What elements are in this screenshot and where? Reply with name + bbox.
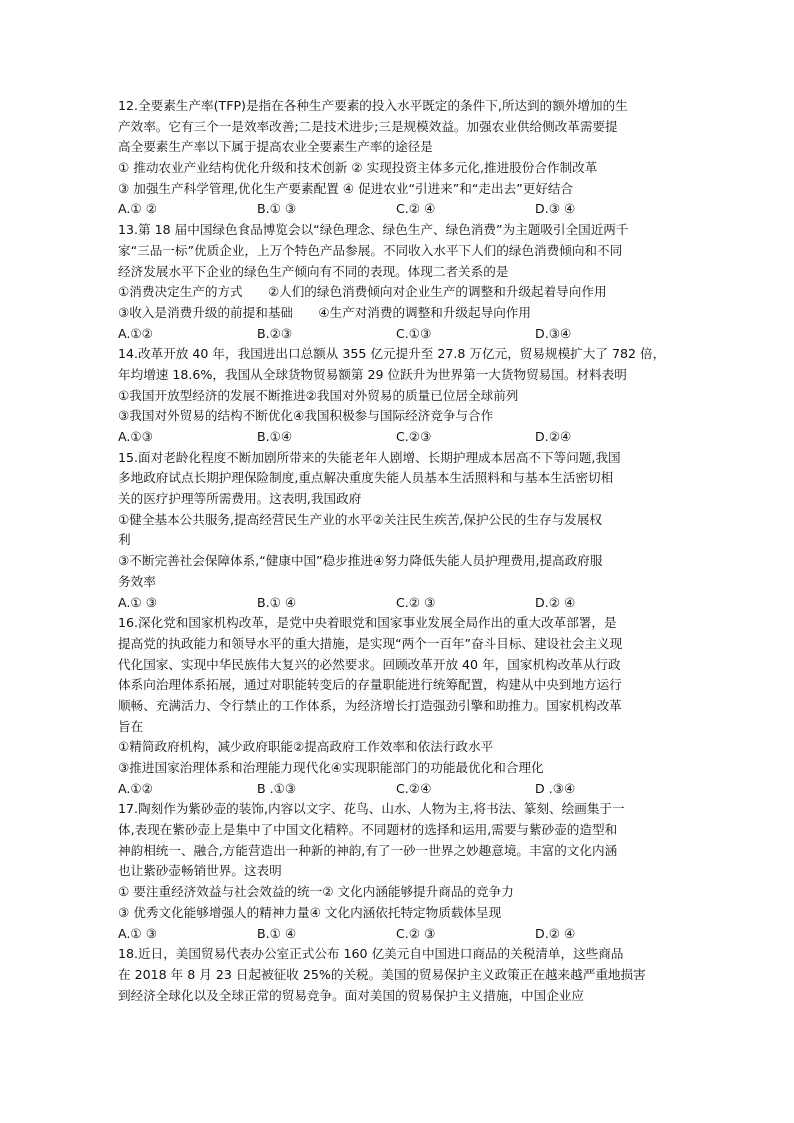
- option-c: C.②③: [396, 429, 432, 444]
- statement-line: ③ 优秀文化能够增强人的精神力量④ 文化内涵依托特定物质载体呈现: [118, 904, 502, 920]
- option-a: A.① ②: [118, 201, 157, 217]
- option-a: A.①②: [118, 780, 153, 796]
- option-b: B .①③: [257, 780, 297, 796]
- statement-line: ① 推动农业产业结构优化升级和技术创新 ② 实现投资主体多元化,推进股份合作制改革: [118, 160, 598, 176]
- question-18: [118, 944, 674, 1006]
- question-stem-line: 体,表现在紫砂壶上是集中了中国文化精粹。不同题材的选择和运用,需要与紫砂壶的造型和: [118, 822, 618, 838]
- question-stem-line: 顺畅、充满活力、令行禁止的工作体系，为经济增长打造强劲引擎和助推力。国家机构改革: [118, 697, 622, 713]
- question-stem-line: 旨在: [118, 718, 144, 734]
- option-d: D.② ④: [535, 594, 576, 610]
- option-a: A.① ③: [118, 594, 157, 610]
- option-d: D.③ ④: [535, 201, 576, 217]
- option-b: B.②③: [257, 325, 293, 341]
- question-15: [118, 448, 674, 614]
- question-stem-line: 18.近日，美国贸易代表办公室正式公布 160 亿美元自中国进口商品的关税清单，这些商品: [118, 946, 624, 962]
- question-stem-line: 提高党的执政能力和领导水平的重大措施，是实现“两个一百年”奋斗目标、建设社会主义现: [118, 635, 623, 651]
- question-13: [118, 220, 674, 344]
- question-stem-line: 体系向治理体系拓展，通过对职能转变后的存量职能进行统筹配置，构建从中央到地方运行: [118, 677, 622, 693]
- answer-options: [118, 324, 674, 345]
- question-stem-line: 17.陶刻作为紫砂壶的装饰,内容以文字、花鸟、山水、人物为主,将书法、篆刻、绘画集于一: [118, 801, 625, 817]
- question-stem-line: 高全要素生产率以下属于提高农业全要素生产率的途径是: [118, 139, 433, 155]
- option-d: D.②④: [535, 429, 572, 444]
- statement-line: ③收入是消费升级的前提和基础 ④生产对消费的调整和升级起导向作用: [118, 304, 531, 320]
- option-c: C.② ④: [396, 201, 436, 217]
- option-c: C.②④: [396, 780, 432, 796]
- option-b: B.① ③: [257, 201, 297, 217]
- answer-options: [118, 427, 674, 448]
- answer-options: [118, 779, 674, 800]
- option-a: A.① ③: [118, 925, 157, 941]
- question-stem-line: 15.面对老龄化程度不断加剧所带来的失能老年人剧增、长期护理成本居高不下等问题,我国: [118, 449, 621, 465]
- statement-line: ①健全基本公共服务,提高经营民生产业的水平②关注民生疾苦,保护公民的生存与发展权: [118, 511, 602, 527]
- question-17: [118, 799, 674, 944]
- option-c: C.①③: [396, 325, 432, 341]
- option-a: A.①②: [118, 325, 153, 341]
- answer-options: [118, 199, 674, 220]
- statement-line: 务效率: [118, 573, 156, 589]
- statement-line: 利: [118, 532, 131, 548]
- exam-page: [118, 96, 674, 1006]
- question-stem-line: 产效率。它有三个一是效率改善;二是技术进步;三是规模效益。加强农业供给侧改革需要提: [118, 118, 618, 134]
- statement-line: ③不断完善社会保障体系,“健康中国”稳步推进④努力降低失能人员护理费用,提高政府服: [118, 553, 603, 569]
- answer-options: [118, 593, 674, 614]
- question-stem-line: 关的医疗护理等所需费用。这表明,我国政府: [118, 491, 362, 507]
- statement-line: ③我国对外贸易的结构不断优化④我国积极参与国际经济竞争与合作: [118, 408, 494, 424]
- option-d: D .③④: [535, 780, 576, 796]
- option-d: D.③④: [535, 325, 572, 341]
- option-b: B.① ④: [257, 925, 297, 941]
- question-stem-line: 14.改革开放 40 年，我国进出口总额从 355 亿元提升至 27.8 万亿元，贸易规模扩大了 782 倍，: [118, 346, 666, 362]
- statement-line: ① 要注重经济效益与社会效益的统一② 文化内涵能够提升商品的竞争力: [118, 884, 514, 900]
- question-stem-line: 神韵相统一、融合,方能营造出一种新的神韵,有了一砂一世界之妙趣意境。丰富的文化内涵: [118, 842, 618, 858]
- statement-line: ①精简政府机构，减少政府职能②提高政府工作效率和依法行政水平: [118, 739, 494, 755]
- option-c: C.② ③: [396, 925, 436, 941]
- question-stem-line: 12.全要素生产率(TFP)是指在各种生产要素的投入水平既定的条件下,所达到的额外增加的生: [118, 98, 628, 113]
- question-stem-line: 13.第 18 届中国绿色食品博览会以“绿色理念、绿色生产、绿色消费”为主题吸引全国近两千: [118, 222, 629, 238]
- question-stem-line: 也让紫砂壶畅销世界。这表明: [118, 863, 282, 879]
- statement-line: ①消费决定生产的方式 ②人们的绿色消费倾向对企业生产的调整和升级起着导向作用: [118, 284, 607, 300]
- option-d: D.② ④: [535, 925, 576, 941]
- question-stem-line: 代化国家、实现中华民族伟大复兴的必然要求。回顾改革开放 40 年，国家机构改革从行政: [118, 656, 621, 672]
- question-12: [118, 96, 674, 220]
- question-14: [118, 344, 674, 447]
- question-stem-line: 16.深化党和国家机构改革，是党中央着眼党和国家事业发展全局作出的重大改革部署，是: [118, 615, 617, 631]
- question-stem-line: 在 2018 年 8 月 23 日起被征收 25%的关税。美国的贸易保护主义政策正在越来越严重地损害: [118, 966, 646, 982]
- answer-options: [118, 924, 674, 945]
- question-stem-line: 家“三品一标”优质企业，上万个特色产品参展。不同收入水平下人们的绿色消费倾向和不同: [118, 242, 623, 258]
- question-stem-line: 多地政府试点长期护理保险制度,重点解决重度失能人员基本生活照料和与基本生活密切相: [118, 470, 614, 486]
- question-stem-line: 到经济全球化以及全球正常的贸易竞争。面对美国的贸易保护主义措施，中国企业应: [118, 987, 584, 1003]
- statement-line: ③ 加强生产科学管理,优化生产要素配置 ④ 促进农业“引进来”和“走出去”更好结合: [118, 180, 574, 196]
- option-c: C.② ③: [396, 594, 436, 610]
- question-stem-line: 经济发展水平下企业的绿色生产倾向有不同的表现。体现二者关系的是: [118, 263, 509, 279]
- question-stem-line: 年均增速 18.6%，我国从全球货物贸易额第 29 位跃升为世界第一大货物贸易国。材料表明: [118, 366, 627, 382]
- option-b: B.① ④: [257, 594, 297, 610]
- option-a: A.①③: [118, 429, 153, 444]
- option-b: B.①④: [257, 429, 293, 444]
- question-16: [118, 613, 674, 799]
- statement-line: ③推进国家治理体系和治理能力现代化④实现职能部门的功能最优化和合理化: [118, 760, 544, 775]
- statement-line: ①我国开放型经济的发展不断推进②我国对外贸易的质量已位居全球前列: [118, 387, 519, 403]
